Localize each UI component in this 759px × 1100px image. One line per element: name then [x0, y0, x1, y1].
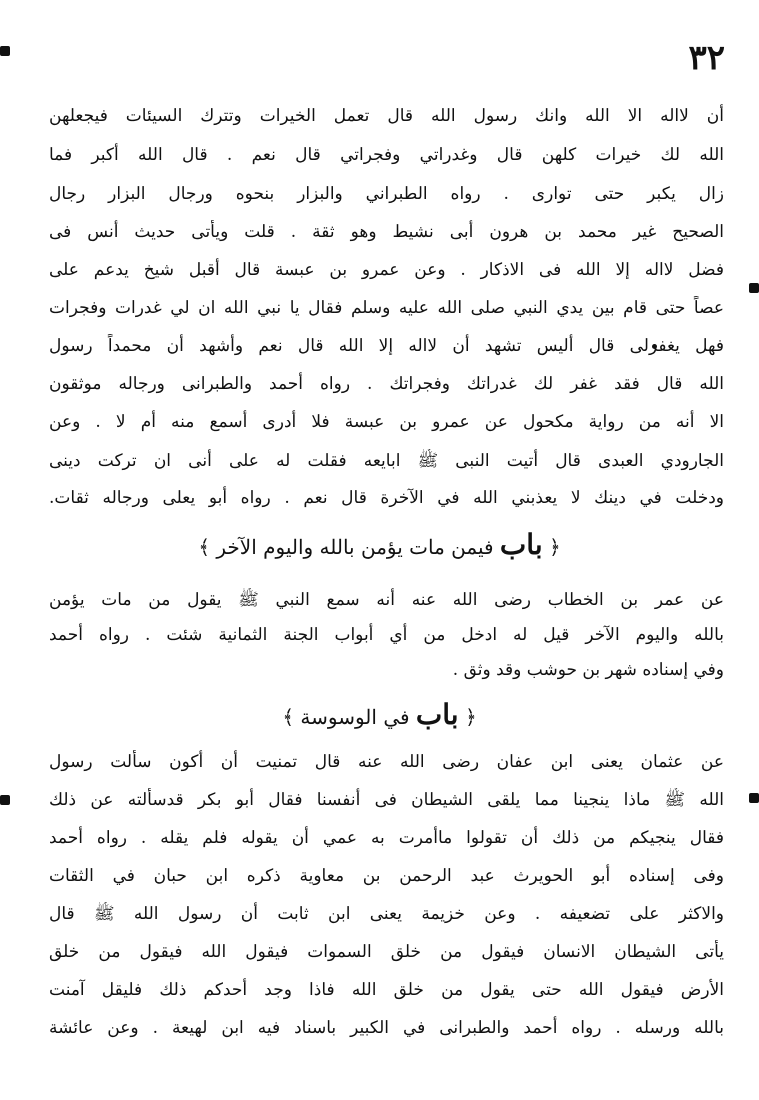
scan-edge-mark	[0, 46, 10, 56]
text-line: الله ﷺ ماذا ينجينا مما يلقى الشيطان فى أنفسنا فقال أبو بكر قدسألته عن ذلك	[49, 790, 724, 810]
heading-bracket-open: ﴿	[464, 705, 477, 729]
heading-bracket-close: ﴾	[198, 535, 211, 559]
heading-title: فيمن مات يؤمن بالله واليوم الآخر	[216, 535, 494, 559]
text-line: فهل يغفرلى قال أليس تشهد أن لااله إلا الله قال نعم وأشهد أن محمداً رسول	[49, 336, 724, 356]
page-number: ٣٢	[688, 38, 725, 78]
text-line: الجارودي العبدى قال أتيت النبى ﷺ ابايعه فقلت له على أنى ان تركت دينى	[49, 451, 724, 471]
heading-bracket-open: ﴿	[548, 535, 561, 559]
heading-bracket-close: ﴾	[282, 705, 295, 729]
text-line: يأتى الشيطان الانسان فيقول من خلق السموات فيقول الله فيقول من خلق	[49, 942, 724, 962]
text-line: زال يكبر حتى توارى . رواه الطبراني والبزار بنحوه ورجال البزار رجال	[49, 184, 724, 204]
heading-bab: باب	[499, 528, 543, 561]
scan-edge-mark	[749, 793, 759, 803]
scan-edge-mark	[0, 795, 10, 805]
text-line: ودخلت في دينك لا يعذبني الله في الآخرة قال نعم . رواه أبو يعلى ورجاله ثقات.	[49, 488, 724, 508]
text-line: عن عمر بن الخطاب رضى الله عنه أنه سمع النبي ﷺ يقول من مات يؤمن	[49, 590, 724, 610]
text-line: بالله ورسله . رواه أحمد والطبرانى في الكبير باسناد فيه ابن لهيعة . وعن عائشة	[49, 1018, 724, 1038]
scan-edge-mark	[749, 283, 759, 293]
text-line: وفي إسناده شهر بن حوشب وقد وثق .	[452, 660, 724, 680]
heading-bab: باب	[415, 698, 459, 731]
text-line: الا أنه من رواية مكحول عن عمرو بن عبسة فلا أدرى أسمع منه أم لا . وعن	[49, 412, 724, 432]
heading-title: في الوسوسة	[300, 705, 410, 729]
text-line: عصاً حتى قام بين يدي النبي صلى الله عليه وسلم فقال يا نبي الله ان لي غدرات وفجرات	[49, 298, 724, 318]
text-line: عن عثمان يعنى ابن عفان رضى الله عنه قال تمنيت أن أكون سألت رسول	[49, 752, 724, 772]
section-heading	[0, 700, 759, 732]
text-line: الصحيح غير محمد بن هرون أبى نشيط وهو ثقة . قلت ويأتى حديث أنس فى	[49, 222, 724, 242]
text-line: فضل لااله إلا الله فى الاذكار . وعن عمرو بن عبسة قال أقبل شيخ يدعم على	[49, 260, 724, 280]
text-line: فقال ينجيكم من ذلك أن تقولوا ماأمرت به عمي أن يقوله فلم يقله . رواه أحمد	[49, 828, 724, 848]
text-line: الأرض فيقول الله حتى يقول من خلق الله فاذا وجد أحدكم ذلك فليقل آمنت	[49, 980, 724, 1000]
text-line: الله لك خيرات كلهن قال وغدراتي وفجراتي قال نعم . قال الله أكبر فما	[49, 145, 724, 165]
text-line: بالله واليوم الآخر قيل له ادخل من أي أبواب الجنة الثمانية شئت . رواه أحمد	[49, 625, 724, 645]
text-line: أن لااله الا الله وانك رسول الله قال تعمل الخيرات وتترك السيئات فيجعلهن	[49, 106, 724, 126]
text-line: وفى إسناده أبو الحويرث عبد الرحمن بن معاوية ذكره ابن حبان في الثقات	[49, 866, 724, 886]
section-heading	[0, 530, 759, 562]
text-line: والاكثر على تضعيفه . وعن خزيمة يعنى ابن ثابت أن رسول الله ﷺ قال	[49, 904, 724, 924]
text-line: الله قال فقد غفر لك غدراتك وفجراتك . رواه أحمد والطبرانى ورجاله موثقون	[49, 374, 724, 394]
